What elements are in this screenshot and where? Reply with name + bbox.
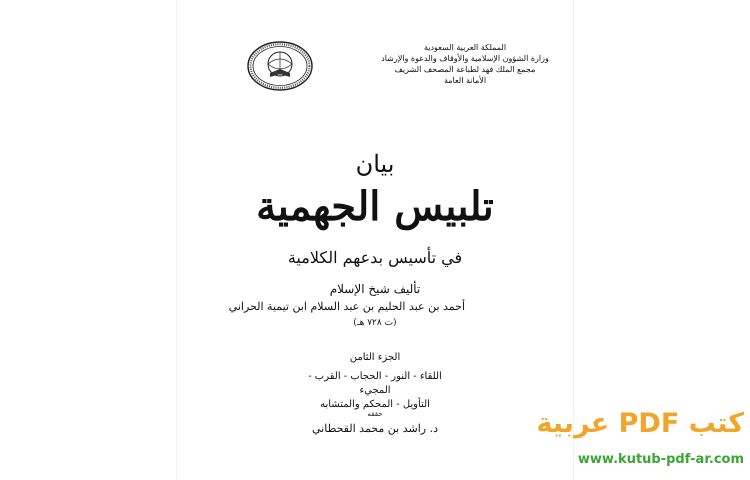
- topics-line-2: التأويل - المحكم والمتشابه: [320, 399, 430, 410]
- author-death-year: (ت ٧٢٨ هـ): [353, 318, 397, 328]
- issuer-header: [380, 42, 550, 86]
- watermark-brand: كتب PDF عربية: [536, 408, 744, 439]
- watermark-url[interactable]: www.kutub-pdf-ar.com: [577, 452, 744, 467]
- header-line-1: المملكة العربية السعودية: [423, 43, 507, 52]
- header-line-2: وزارة الشؤون الإسلامية والأوقاف والدعوة والإرشاد: [381, 54, 549, 63]
- verified-by-label: حققه: [367, 410, 383, 418]
- author-label: تأليف شيخ الإسلام: [329, 282, 421, 296]
- book-title: تلبيس الجهمية: [256, 183, 494, 230]
- volume-topics: [300, 370, 450, 412]
- quran-complex-seal-icon: [246, 40, 314, 92]
- editor-name: د. راشد بن محمد القحطاني: [312, 422, 438, 435]
- book-subtitle: في تأسيس بدعهم الكلامية: [287, 248, 463, 267]
- volume-part: الجزء الثامن: [349, 352, 401, 363]
- author-name: أحمد بن عبد الحليم بن عبد السلام ابن تيمية الحراني: [228, 300, 465, 313]
- title-top-word: بيان: [355, 150, 395, 178]
- header-line-4: الأمانة العامة: [443, 76, 487, 85]
- topics-line-1: اللقاء - النور - الحجاب - القرب - المجيء: [308, 371, 442, 396]
- header-line-3: مجمع الملك فهد لطباعة المصحف الشريف: [394, 65, 536, 74]
